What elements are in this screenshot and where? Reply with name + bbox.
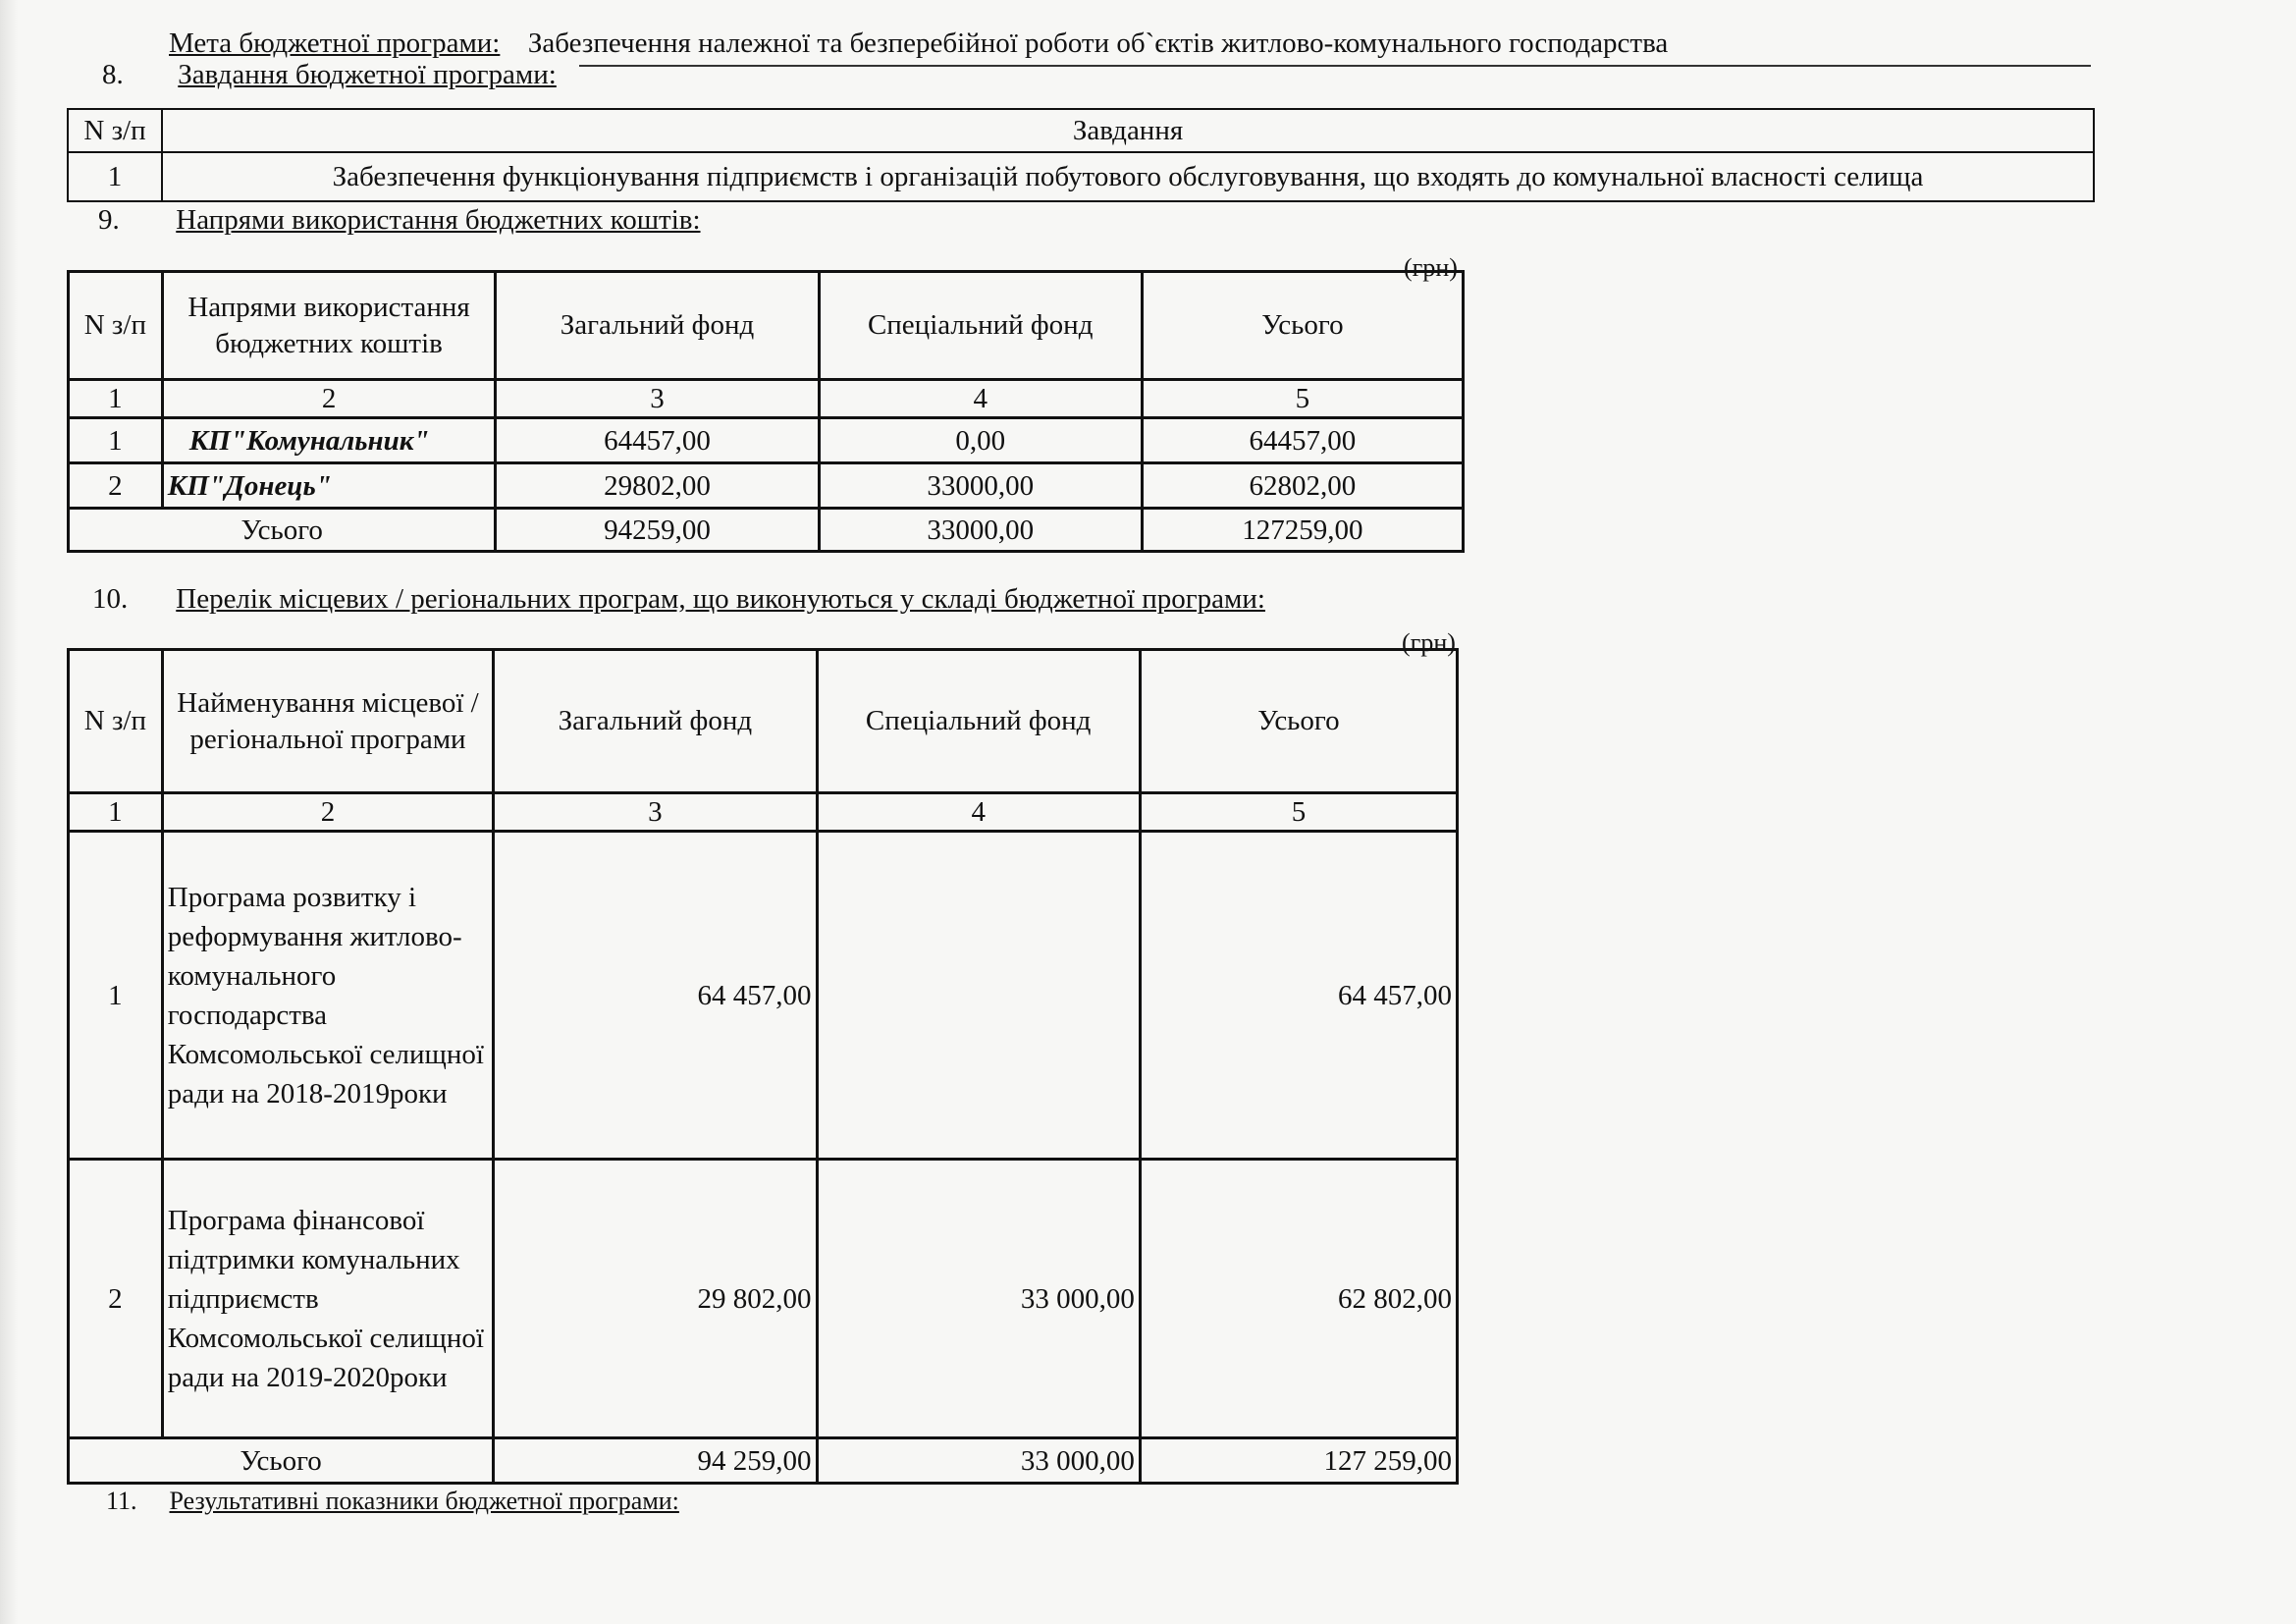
tasks-table [67,108,2095,202]
dir-header-general: Загальний фонд [496,272,819,380]
dir-row1-general: 64457,00 [496,418,819,463]
prog-header-total: Усього [1140,650,1457,793]
prog-row2-special: 33 000,00 [817,1160,1140,1438]
local-programs-table [67,648,1459,1485]
dir-header-n: N з/п [69,272,163,380]
prog-header-name: Найменування місцевої / регіональної програми [162,650,494,793]
dir-header-name: Напрями використання бюджетних коштів [162,272,496,380]
table-row [69,1160,1458,1438]
section10-title: Перелік місцевих / регіональних програм, що виконуються у складі бюджетної програми: [176,583,1265,615]
dir-colnum-3: 3 [496,380,819,418]
dir-row1-n: 1 [69,418,163,463]
prog-colnum-2: 2 [162,793,494,832]
funds-directions-table [67,270,1465,553]
dir-row1-total: 64457,00 [1142,418,1463,463]
section9-heading [59,204,701,237]
section8-title: Завдання бюджетної програми: [178,59,557,90]
table-row [69,832,1458,1160]
dir-colnum-4: 4 [819,380,1142,418]
prog-row2-n: 2 [69,1160,163,1438]
prog-row2-name: Програма фінансової підтримки комунальних підприємств Комсомольської селищної ради на 2019-2020роки [162,1160,494,1438]
goal-line [169,27,1668,60]
prog-colnum-5: 5 [1140,793,1457,832]
section10-unit: (грн) [1402,628,1456,657]
prog-total-general: 94 259,00 [494,1438,817,1484]
tasks-cell-task: Забезпечення функціонування підприємств і організацій побутового обслуговування, що входять до комунальної власності селища [162,152,2094,201]
dir-colnum-1: 1 [69,380,163,418]
prog-total-special: 33 000,00 [817,1438,1140,1484]
goal-text: Забезпечення належної та безперебійної роботи об`єктів житлово-комунального господарства [527,27,1669,59]
prog-row2-general: 29 802,00 [494,1160,817,1438]
scan-edge-shadow [0,0,18,1624]
dir-total-general: 94259,00 [496,509,819,552]
tasks-header-n: N з/п [68,109,162,152]
dir-row2-special: 33000,00 [819,463,1142,509]
prog-row1-name: Програма розвитку і реформування житлово-комунального господарства Комсомольської селищної ради на 2018-2019роки [162,832,494,1160]
prog-header-general: Загальний фонд [494,650,817,793]
prog-row1-special [817,832,1140,1160]
dir-colnum-2: 2 [162,380,496,418]
goal-label: Мета бюджетної програми: [169,27,501,59]
section11-heading [106,1487,679,1516]
dir-row1-name: КП"Комунальник" [162,418,496,463]
dir-total-total: 127259,00 [1142,509,1463,552]
prog-row1-n: 1 [69,832,163,1160]
table-total-row [69,1438,1458,1484]
section9-number: 9. [98,204,120,236]
dir-row2-total: 62802,00 [1142,463,1463,509]
prog-row1-total: 64 457,00 [1140,832,1457,1160]
section11-number: 11. [106,1487,137,1515]
goal-underline [579,65,2091,67]
dir-row2-general: 29802,00 [496,463,819,509]
section9-title: Напрями використання бюджетних коштів: [176,204,701,236]
dir-header-special: Спеціальний фонд [819,272,1142,380]
table-total-row [69,509,1464,552]
tasks-cell-n: 1 [68,152,162,201]
prog-total-total: 127 259,00 [1140,1438,1457,1484]
table-row [69,380,1464,418]
section10-number: 10. [92,583,129,615]
table-row [68,152,2094,201]
prog-colnum-1: 1 [69,793,163,832]
prog-header-special: Спеціальний фонд [817,650,1140,793]
prog-colnum-4: 4 [817,793,1140,832]
prog-row2-total: 62 802,00 [1140,1160,1457,1438]
dir-total-label: Усього [69,509,496,552]
tasks-header-task: Завдання [162,109,2094,152]
section9-unit: (грн) [1404,253,1458,282]
section11-title: Результативні показники бюджетної програми: [169,1487,679,1515]
dir-total-special: 33000,00 [819,509,1142,552]
table-row [69,793,1458,832]
table-row [69,463,1464,509]
section10-heading [59,583,1265,616]
section8-number: 8. [102,59,124,90]
dir-row2-n: 2 [69,463,163,509]
dir-colnum-5: 5 [1142,380,1463,418]
prog-header-n: N з/п [69,650,163,793]
dir-row1-special: 0,00 [819,418,1142,463]
dir-row2-name: КП"Донець" [162,463,496,509]
prog-row1-general: 64 457,00 [494,832,817,1160]
prog-colnum-3: 3 [494,793,817,832]
dir-header-total: Усього [1142,272,1463,380]
prog-total-label: Усього [69,1438,494,1484]
table-row [69,418,1464,463]
section8-heading [102,59,557,91]
